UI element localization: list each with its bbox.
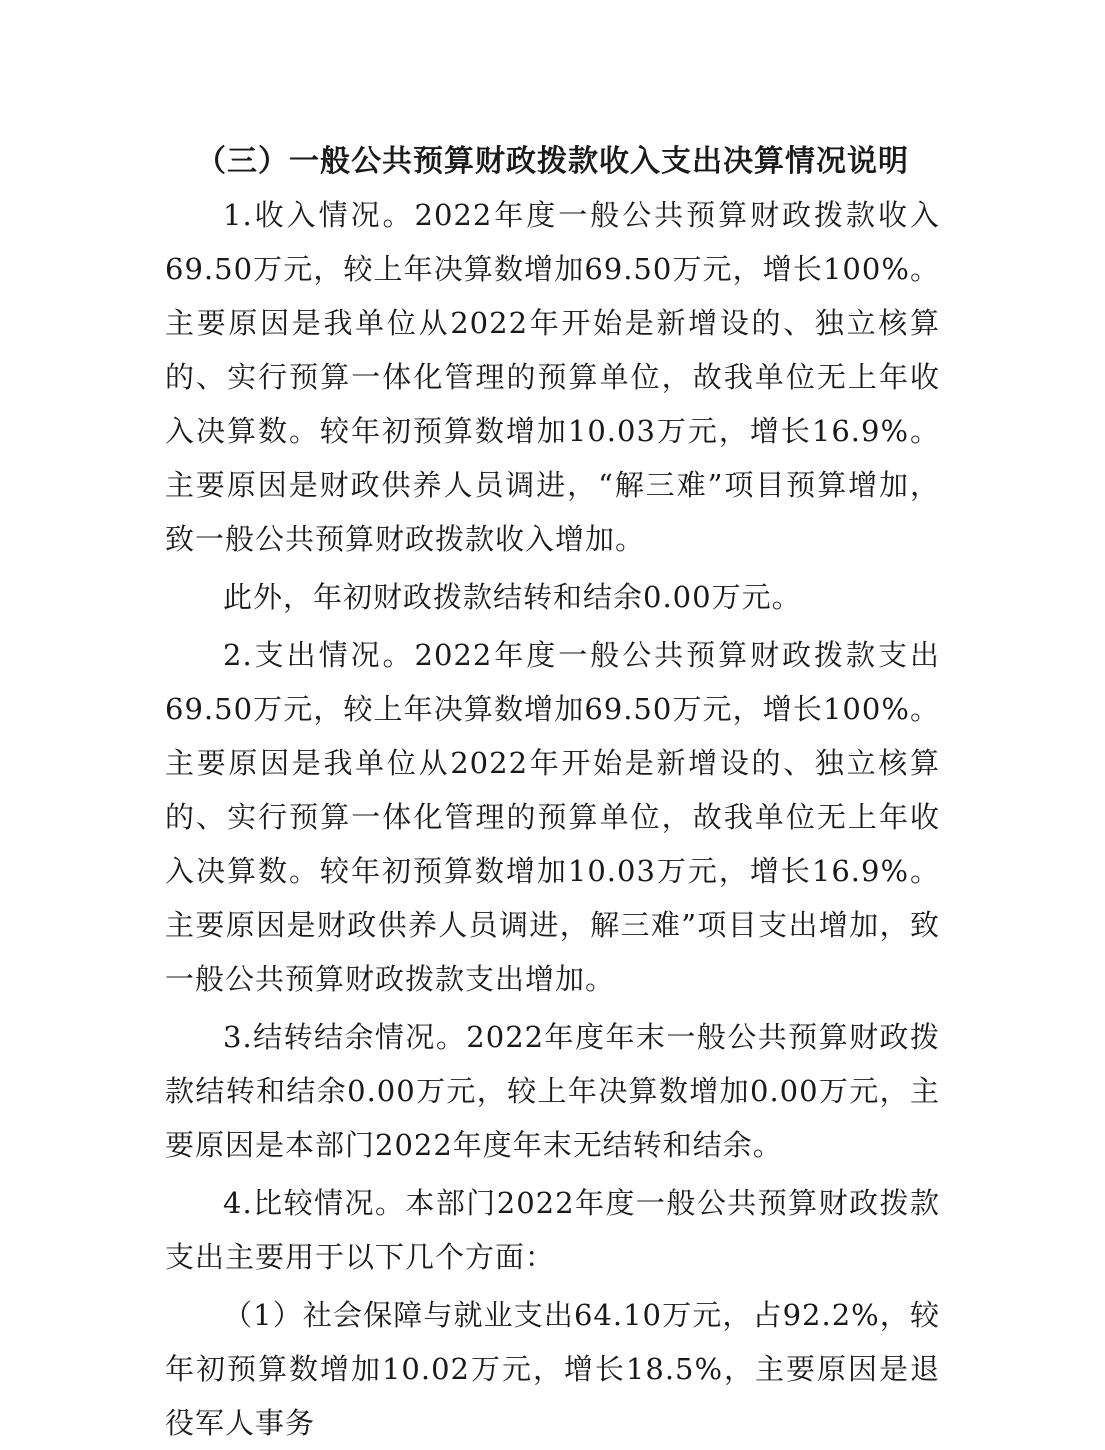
paragraph-social-security: （1）社会保障与就业支出64.10万元，占92.2%，较年初预算数增加10.02万元，增长18.5%，主要原因是退役军人事务 [165, 1298, 940, 1440]
paragraph-carryover-note: 此外，年初财政拨款结转和结余0.00万元。 [223, 580, 802, 614]
paragraph-income: 1.收入情况。2022年度一般公共预算财政拨款收入69.50万元，较上年决算数增加69.50万元，增长100%。主要原因是我单位从2022年开始是新增设的、独立核算的、实行预算一体化管理的预算单位，故我单位无上年收入决算数。较年初预算数增加10.03万元，增长16.9%。主要原因是财政供养人员调进，“解三难”项目预算增加，致一般公共预算财政拨款收入增加。 [165, 198, 940, 556]
section-title: （三）一般公共预算财政拨款收入支出决算情况说明 [196, 144, 909, 179]
paragraph-balance: 3.结转结余情况。2022年度年末一般公共预算财政拨款结转和结余0.00万元，较上年决算数增加0.00万元，主要原因是本部门2022年度年末无结转和结余。 [165, 1020, 940, 1162]
document-body [165, 188, 940, 1450]
paragraph-comparison: 4.比较情况。本部门2022年度一般公共预算财政拨款支出主要用于以下几个方面： [165, 1186, 940, 1274]
paragraph-expenditure: 2.支出情况。2022年度一般公共预算财政拨款支出69.50万元，较上年决算数增加69.50万元，增长100%。主要原因是我单位从2022年开始是新增设的、独立核算的、实行预算一体化管理的预算单位，故我单位无上年收入决算数。较年初预算数增加10.03万元，增长16.9%。主要原因是财政供养人员调进，解三难”项目支出增加，致一般公共预算财政拨款支出增加。 [165, 638, 940, 996]
